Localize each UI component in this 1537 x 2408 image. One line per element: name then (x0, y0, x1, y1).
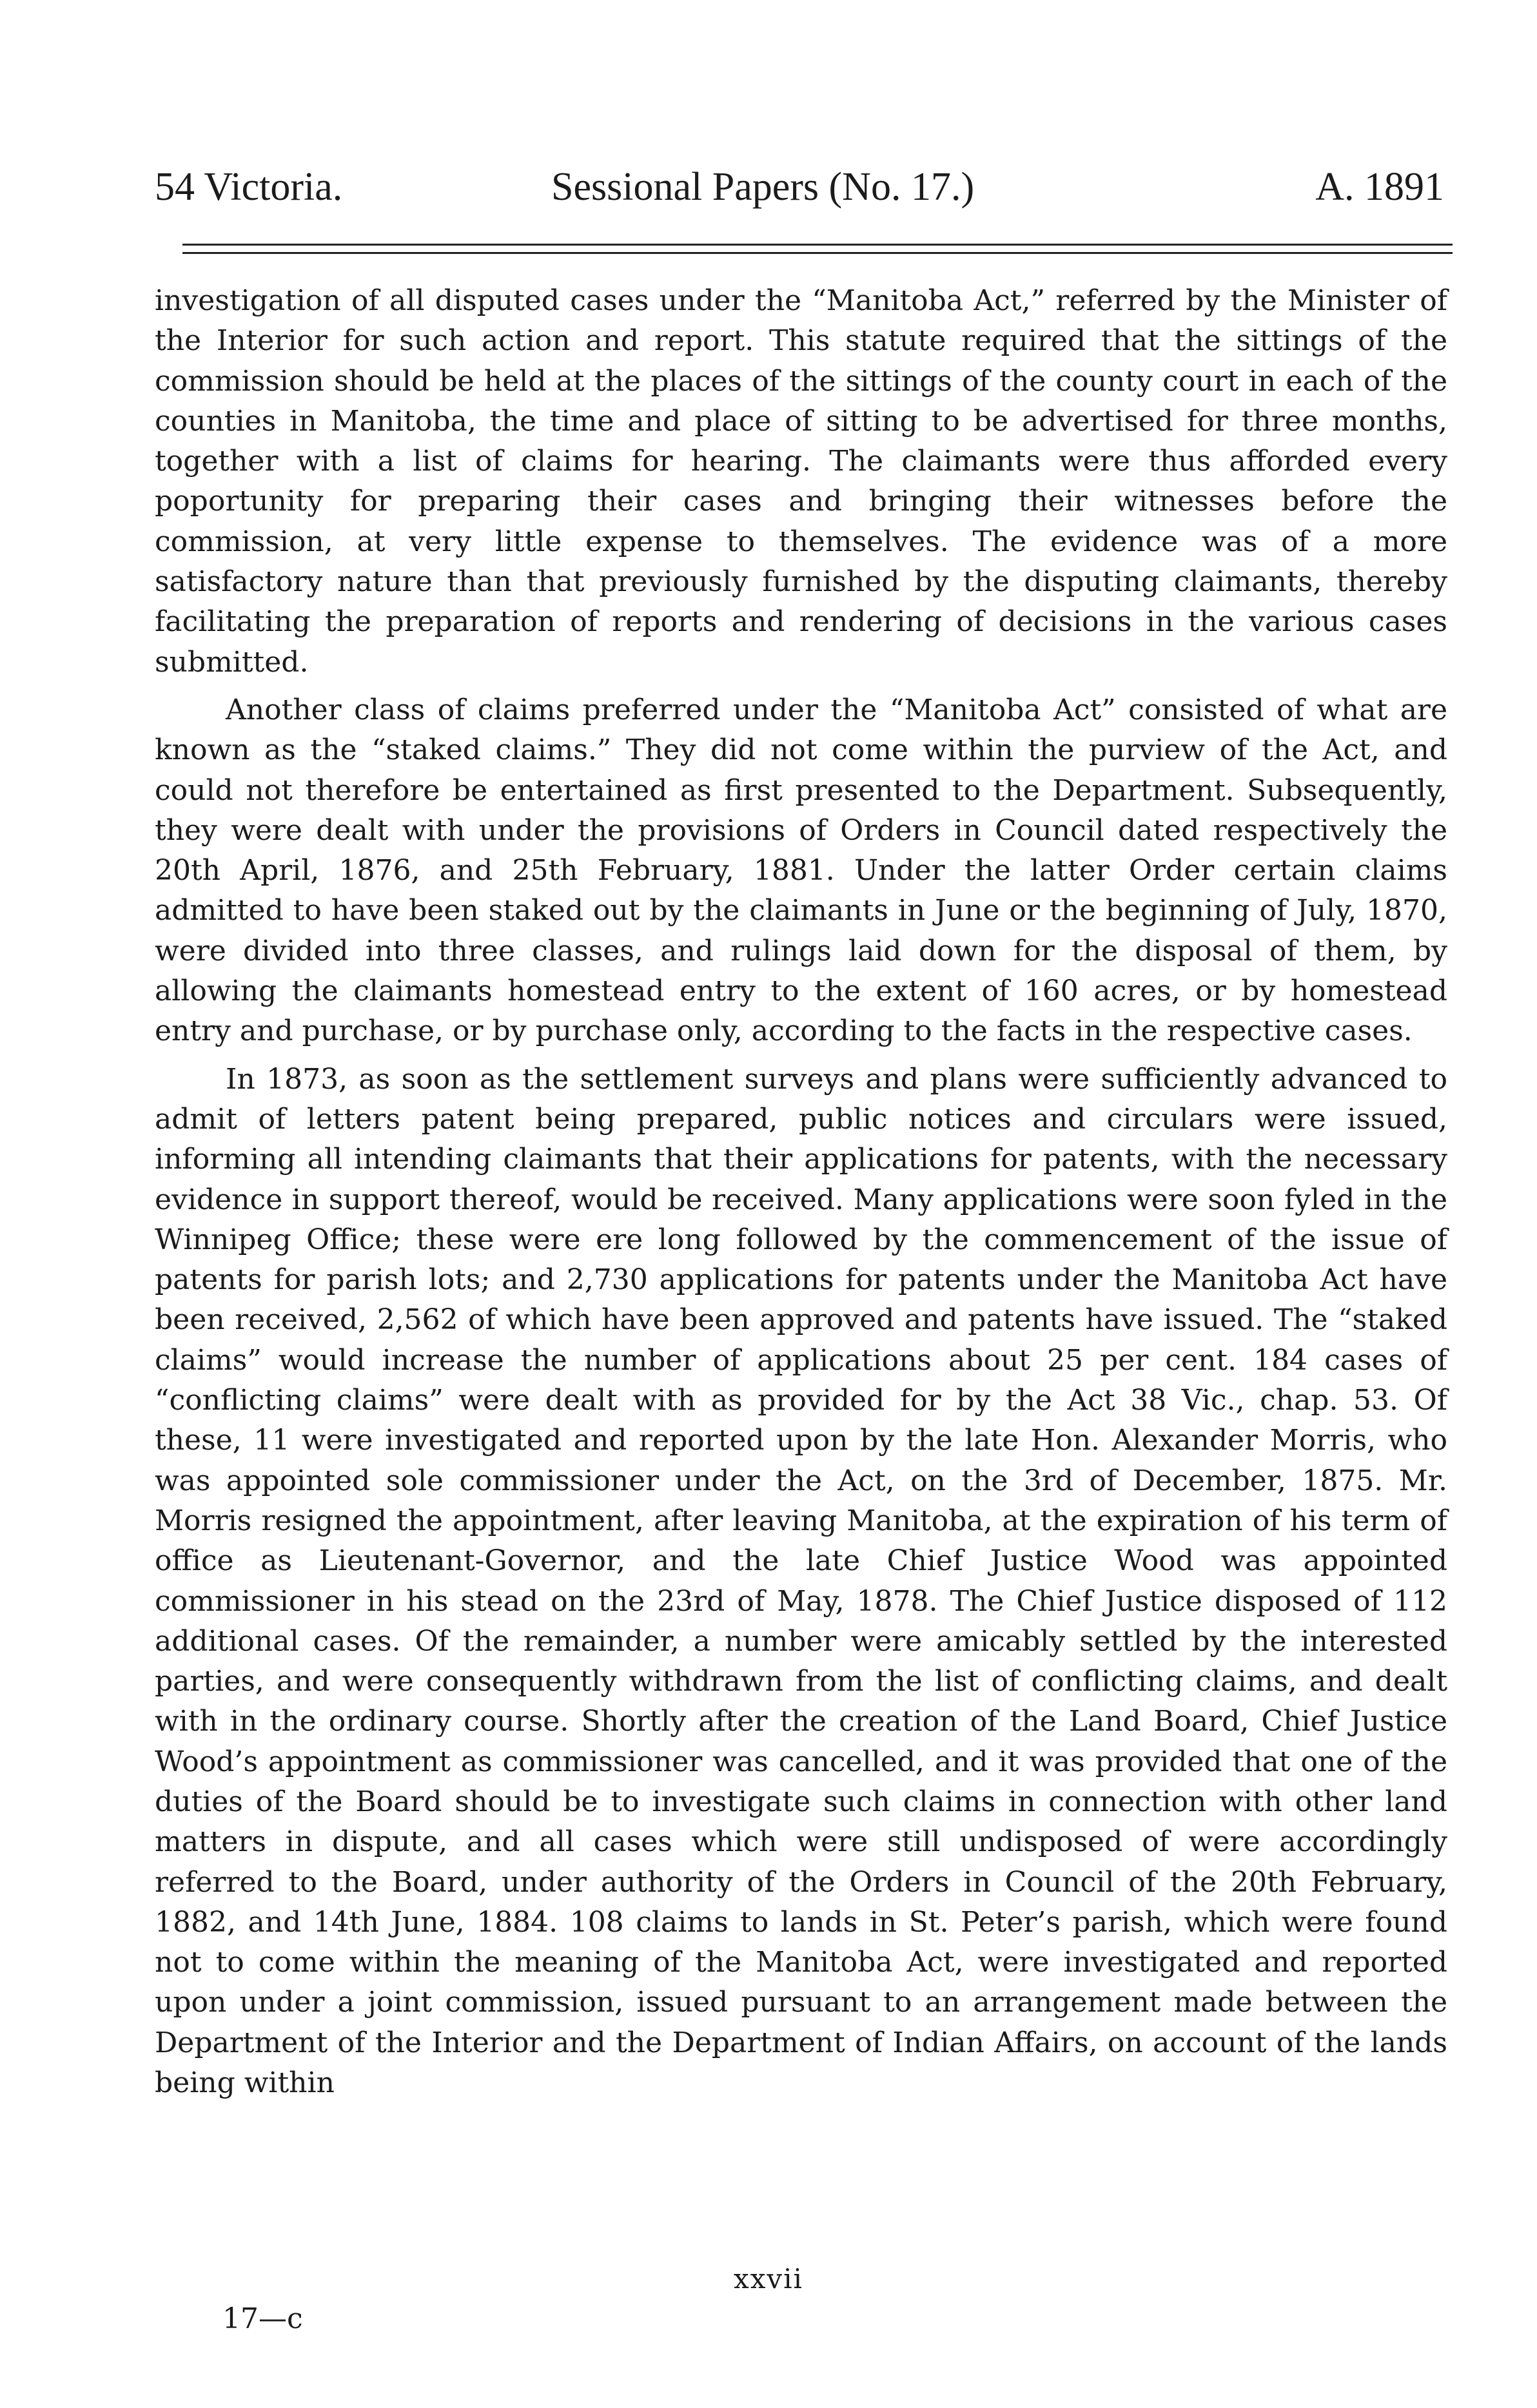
header-rule-top (182, 244, 1453, 246)
body-text (155, 281, 1447, 2103)
running-header (155, 161, 1444, 213)
paragraph-continued: investigation of all disputed cases under the “Manitoba Act,” referred by the Minister of the Interior for such action and report. This statute required that the sittings of the commission should be held at the places of the sittings of the county court in each of the counties in Manitoba, the time and place of sitting to be advertised for three months, together with a list of claims for hearing. The claimants were thus afforded every poportunity for preparing their cases and bringing their witnesses before the commission, at very little expense to themselves. The evidence was of a more satisfactory nature than that previously furnished by the disputing claimants, thereby facilitating the preparation of reports and rendering of decisions in the various cases submitted. (155, 284, 1447, 679)
header-session: 54 Victoria. (155, 165, 343, 209)
paragraph-patents: In 1873, as soon as the settlement surveys and plans were sufficiently advanced to admit of letters patent being prepared, public notices and circulars were issued, informing all intending claimants that their applications for patents, with the necessary evidence in support thereof, would be received. Many applications were soon fyled in the Winnipeg Office; these were ere long followed by the commencement of the issue of patents for parish lots; and 2,730 applications for patents under the Manitoba Act have been received, 2,562 of which have been approved and patents have issued. The “staked claims” would increase the number of applications about 25 per cent. 184 cases of “conflicting claims” were dealt with as provided for by the Act 38 Vic., chap. 53. Of these, 11 were investigated and reported upon by the late Hon. Alexander Morris, who was appointed sole commissioner under the Act, on the 3rd of December, 1875. Mr. Morris resigned the appointment, after leaving Manitoba, at the expiration of his term of office as Lieutenant-Governor, and the late Chief Justice Wood was appointed commissioner in his stead on the 23rd of May, 1878. The Chief Justice disposed of 112 additional cases. Of the remainder, a number were amicably settled by the interested parties, and were consequently withdrawn from the list of conflicting claims, and dealt with in the ordinary course. Shortly after the creation of the Land Board, Chief Justice Wood’s appointment as commissioner was cancelled, and it was provided that one of the duties of the Board should be to investigate such claims in connection with other land matters in dispute, and all cases which were still undisposed of were accordingly referred to the Board, under authority of the Orders in Council of the 20th February, 1882, and 14th June, 1884. 108 claims to lands in St. Peter’s parish, which were found not to come within the meaning of the Manitoba Act, were investigated and reported upon under a joint commission, issued pursuant to an arrangement made between the Department of the Interior and the Department of Indian Affairs, on account of the lands being within (155, 1062, 1447, 2100)
header-rule-bottom (182, 252, 1453, 254)
page-number: xxvii (734, 2263, 803, 2295)
header-year: A. 1891 (1315, 165, 1444, 209)
paragraph-staked-claims: Another class of claims preferred under the “Manitoba Act” consisted of what are known as the “staked claims.” They did not come within the purview of the Act, and could not therefore be entertained as first presented to the Department. Subsequently, they were dealt with under the provisions of Orders in Council dated respectively the 20th April, 1876, and 25th February, 1881. Under the latter Order certain claims admitted to have been staked out by the claimants in June or the beginning of July, 1870, were divided into three classes, and rulings laid down for the disposal of them, by allowing the claimants homestead entry to the extent of 160 acres, or by homestead entry and purchase, or by purchase only, according to the facts in the respective cases. (155, 693, 1447, 1048)
signature-mark: 17—c (222, 2302, 303, 2335)
header-title: Sessional Papers (No. 17.) (551, 165, 975, 209)
